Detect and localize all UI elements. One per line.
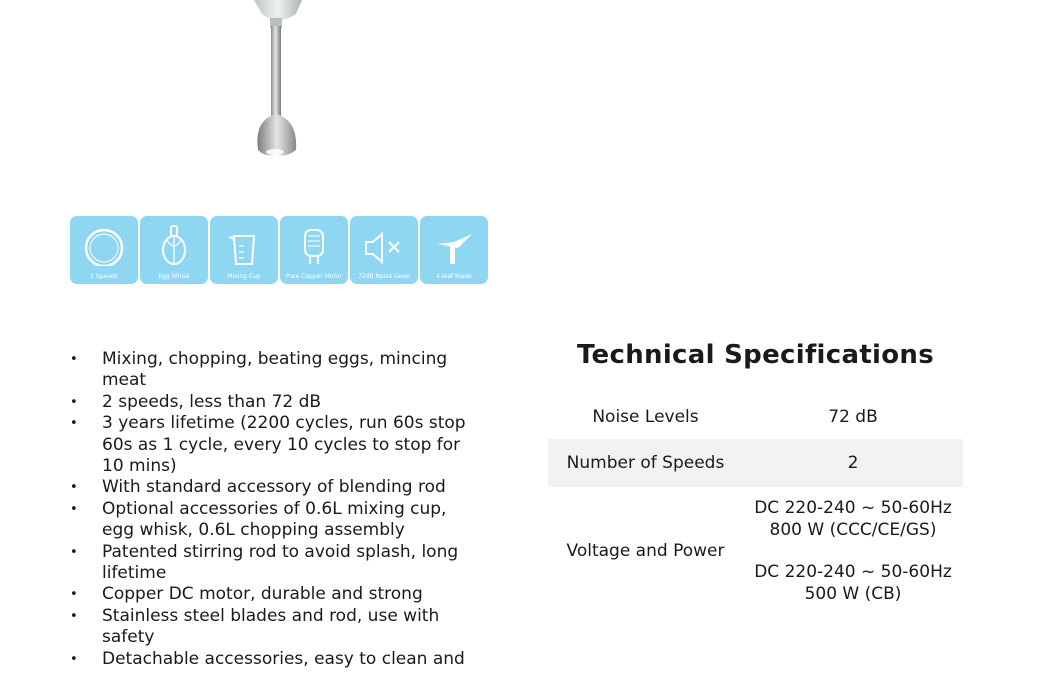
copper-motor-icon <box>292 222 336 266</box>
spec-row <box>548 395 963 439</box>
spec-label: Number of Speeds <box>566 453 725 473</box>
feature-text: Patented stirring rod to avoid splash, long lifetime <box>102 541 459 584</box>
feature-item <box>66 477 476 498</box>
tile-mixing-cup <box>210 216 278 284</box>
feature-text: 2 speeds, less than 72 dB <box>102 391 322 412</box>
tile-caption: Egg Whisk <box>158 273 190 280</box>
spec-value: 72 dB <box>828 407 878 427</box>
feature-text: Copper DC motor, durable and strong <box>102 584 423 605</box>
feature-text: Detachable accessories, easy to clean and <box>102 648 465 669</box>
feature-item <box>66 349 476 392</box>
spec-table <box>548 395 963 615</box>
bullet: • <box>70 480 78 496</box>
feature-text: Mixing, chopping, beating eggs, mincing meat <box>102 349 448 391</box>
mute-speaker-icon <box>362 222 406 266</box>
tile-egg-whisk <box>140 216 208 284</box>
feature-text: 3 years lifetime (2200 cycles, run 60s stop 60s as 1 cycle, every 10 cycles to stop for 10 mins) <box>102 413 466 477</box>
feature-item <box>66 584 476 605</box>
feature-text: Stainless steel blades and rod, use with safety <box>102 605 440 648</box>
bullet: • <box>70 608 78 624</box>
bullet: • <box>70 352 78 367</box>
spec-title: Technical Specifications <box>576 340 935 370</box>
spec-value-group <box>743 497 963 605</box>
bullet: • <box>70 416 78 432</box>
speed-ring-icon <box>82 222 126 266</box>
feature-item <box>66 392 476 413</box>
tile-caption: 2 Speeds <box>90 273 118 280</box>
spec-value-line: 500 W (CB) <box>804 584 902 604</box>
tile-noise-level <box>350 216 418 284</box>
bullet: • <box>70 501 78 517</box>
feature-list <box>66 349 476 670</box>
feature-text: Optional accessories of 0.6L mixing cup, egg whisk, 0.6L chopping assembly <box>102 498 447 541</box>
spec-value-line: DC 220-240 ~ 50-60Hz <box>754 562 952 582</box>
tile-caption: Mixing Cup <box>227 273 261 280</box>
mixing-cup-icon <box>222 222 266 266</box>
tile-copper-motor <box>280 216 348 284</box>
spec-label: Voltage and Power <box>566 541 725 561</box>
bullet: • <box>70 587 78 603</box>
tile-caption: 72dB Noise Level <box>358 273 410 280</box>
tile-caption: Pure Copper Motor <box>285 273 343 280</box>
feature-icon-row <box>70 216 488 284</box>
spec-value: 2 <box>847 453 859 473</box>
feature-item <box>66 413 476 477</box>
feature-item <box>66 542 476 585</box>
spec-value-line: DC 220-240 ~ 50-60Hz <box>754 498 952 518</box>
feature-item <box>66 499 476 542</box>
egg-whisk-icon <box>152 222 196 266</box>
tile-caption: 4-leaf blade <box>436 273 472 280</box>
spec-label: Noise Levels <box>592 407 699 427</box>
spec-value-line: 800 W (CCC/CE/GS) <box>769 520 937 540</box>
spec-row <box>548 487 963 615</box>
hand-blender-image <box>240 0 320 170</box>
blade-icon <box>432 222 476 266</box>
tile-speeds <box>70 216 138 284</box>
feature-item <box>66 606 476 649</box>
spec-row <box>548 439 963 487</box>
bullet: • <box>70 394 78 410</box>
tile-blade <box>420 216 488 284</box>
feature-text: With standard accessory of blending rod <box>102 477 446 498</box>
feature-item <box>66 649 476 670</box>
bullet: • <box>70 544 78 560</box>
bullet: • <box>70 651 78 667</box>
